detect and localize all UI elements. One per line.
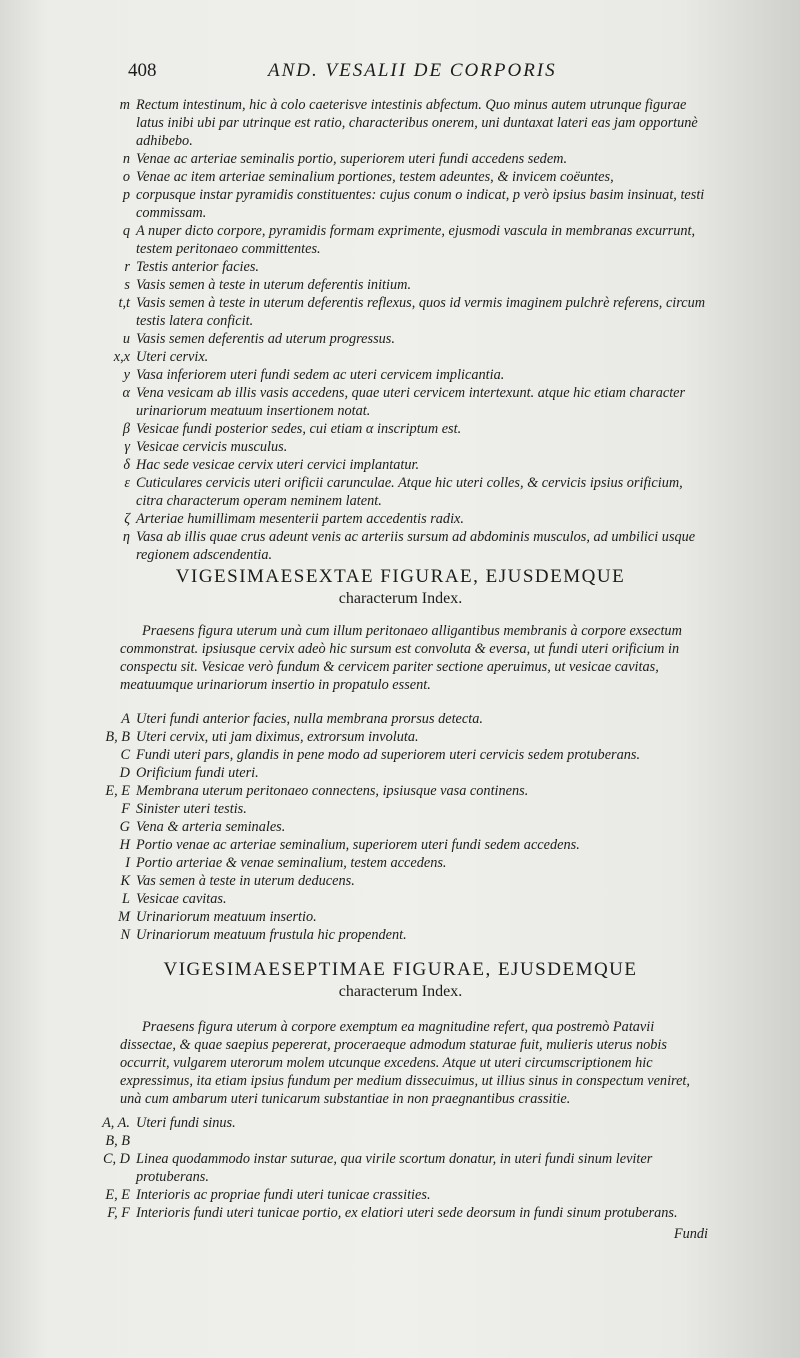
index-description: Sinister uteri testis. bbox=[136, 801, 247, 817]
index-key: G bbox=[119, 819, 130, 835]
figure-27-title: VIGESIMAESEPTIMAE FIGURAE, EJUSDEMQUE bbox=[163, 959, 638, 980]
index-key: α bbox=[122, 385, 130, 401]
index-entry bbox=[88, 348, 713, 366]
index-key: M bbox=[118, 909, 130, 925]
index-description: Orificium fundi uteri. bbox=[136, 765, 259, 781]
index-entry bbox=[88, 800, 713, 818]
index-description: Portio arteriae & venae seminalium, testem accedens. bbox=[136, 855, 447, 871]
index-entry bbox=[88, 890, 713, 908]
index-entry bbox=[88, 1186, 713, 1204]
index-key: F, F bbox=[107, 1205, 130, 1221]
figure-25-index-continued bbox=[88, 96, 713, 564]
index-description: Membrana uterum peritonaeo connectens, ipsiusque vasa continens. bbox=[136, 783, 529, 799]
index-description: Vasa ab illis quae crus adeunt venis ac arteriis sursum ad abdominis musculos, ad umbilici usque regionem adscendentia. bbox=[136, 529, 696, 563]
index-key: y bbox=[123, 367, 130, 383]
index-key: q bbox=[122, 223, 130, 239]
index-entry bbox=[88, 908, 713, 926]
index-description: Fundi uteri pars, glandis in pene modo ad superiorem uteri cervicis sedem protuberans. bbox=[136, 747, 641, 763]
page-number: 408 bbox=[128, 60, 157, 81]
index-description: Portio venae ac arteriae seminalium, superiorem uteri fundi sedem accedens. bbox=[136, 837, 580, 853]
index-entry bbox=[88, 330, 713, 348]
index-entry bbox=[88, 366, 713, 384]
page-header bbox=[0, 60, 800, 90]
index-entry bbox=[88, 528, 713, 564]
index-description: Vasis semen à teste in uterum deferentis initium. bbox=[136, 277, 412, 293]
figure-26-index bbox=[88, 710, 713, 944]
index-entry bbox=[88, 294, 713, 330]
index-entry bbox=[88, 186, 713, 222]
index-entry bbox=[88, 1204, 713, 1222]
figure-26-title: VIGESIMAESEXTAE FIGURAE, EJUSDEMQUE bbox=[175, 566, 626, 587]
index-description: Linea quodammodo instar suturae, qua virile scortum donatur, in uteri fundi sinum leviter protuberans. bbox=[136, 1151, 653, 1185]
index-description: Vasis semen deferentis ad uterum progressus. bbox=[136, 331, 395, 347]
index-description: Vena vesicam ab illis vasis accedens, quae uteri cervicem intertexunt. atque hic etiam character urinariorum meatuum insertionem notat. bbox=[136, 385, 686, 419]
index-entry bbox=[88, 384, 713, 420]
index-key: C bbox=[120, 747, 130, 763]
index-key: γ bbox=[124, 439, 130, 455]
index-description: Uteri fundi sinus. bbox=[136, 1115, 236, 1131]
index-key: K bbox=[120, 873, 130, 889]
index-key: E, E bbox=[105, 783, 130, 799]
index-key: r bbox=[124, 259, 130, 275]
index-entry bbox=[88, 222, 713, 258]
index-entry bbox=[88, 168, 713, 186]
index-entry bbox=[88, 276, 713, 294]
index-key: A bbox=[121, 711, 130, 727]
index-key: m bbox=[119, 97, 130, 113]
index-description: Venae ac item arteriae seminalium portiones, testem adeuntes, & invicem coëuntes, bbox=[136, 169, 614, 185]
index-entry bbox=[88, 728, 713, 746]
index-description: Cuticulares cervicis uteri orificii carunculae. Atque hic uteri colles, & cervicis ipsius orificium, citra characterum operam neminem latent. bbox=[136, 475, 683, 509]
figure-27-preface: Praesens figura uterum à corpore exemptum ea magnitudine refert, qua postremò Patavii dissectae, & quae saepius pepererat, proceraeque admodum staturae fuit, mulieris uterus nobis occurrit, vulgarem uterorum molem utcunque excedens. Atque ut uteri circumscriptionem hic expressimus, ita etiam ipsius fundum per medium dissecuimus, ut illius sinus in conspectum veniret, unà cum ambarum uteri tunicarum substantiae in non praegnantibus crassitie. bbox=[120, 1019, 690, 1107]
index-description: Uteri cervix. bbox=[136, 349, 209, 365]
index-description: Rectum intestinum, hic à colo caeterisve intestinis abfectum. Quo minus autem utrunque figurae latus inibi ubi par utrinque est ratio, characteribus onerem, uni duntaxat lateri eas jam opportunè adhibebo. bbox=[136, 97, 698, 149]
figure-27-index bbox=[88, 1114, 713, 1222]
index-description: Vesicae fundi posterior sedes, cui etiam α inscriptum est. bbox=[136, 421, 462, 437]
index-key: A, A. B, B bbox=[102, 1115, 130, 1149]
index-key: C, D bbox=[102, 1151, 130, 1167]
index-entry bbox=[88, 872, 713, 890]
index-entry bbox=[88, 420, 713, 438]
index-description: Testis anterior facies. bbox=[136, 259, 259, 275]
index-key: x,x bbox=[113, 349, 130, 365]
index-description: Interioris ac propriae fundi uteri tunicae crassities. bbox=[136, 1187, 431, 1203]
index-key: H bbox=[119, 837, 130, 853]
index-key: B, B bbox=[105, 729, 130, 745]
index-key: t,t bbox=[118, 295, 130, 311]
index-key: N bbox=[120, 927, 130, 943]
index-key: D bbox=[119, 765, 130, 781]
index-entry bbox=[88, 510, 713, 528]
index-entry bbox=[88, 710, 713, 728]
index-key: I bbox=[125, 855, 130, 871]
index-entry bbox=[88, 782, 713, 800]
figure-27-subtitle: characterum Index. bbox=[338, 983, 463, 1000]
index-key: p bbox=[122, 187, 130, 203]
running-head: AND. VESALII DE CORPORIS bbox=[268, 60, 557, 81]
figure-26-heading bbox=[88, 565, 713, 609]
index-entry bbox=[88, 746, 713, 764]
figure-26-subtitle: characterum Index. bbox=[338, 590, 463, 607]
catchword: Fundi bbox=[673, 1226, 708, 1242]
index-entry bbox=[88, 1114, 713, 1150]
index-key: s bbox=[124, 277, 130, 293]
index-key: u bbox=[122, 331, 130, 347]
index-description: Uteri cervix, uti jam diximus, extrorsum involuta. bbox=[136, 729, 419, 745]
index-description: corpusque instar pyramidis constituentes: cujus conum o indicat, p verò ipsius basim insinuat, testi commissam. bbox=[136, 187, 705, 221]
index-description: Vasa inferiorem uteri fundi sedem ac uteri cervicem implicantia. bbox=[136, 367, 505, 383]
index-description: Vesicae cavitas. bbox=[136, 891, 227, 907]
figure-27-heading bbox=[88, 958, 713, 1002]
index-entry bbox=[88, 854, 713, 872]
index-description: Vena & arteria seminales. bbox=[136, 819, 286, 835]
index-entry bbox=[88, 96, 713, 150]
index-entry bbox=[88, 764, 713, 782]
index-description: Arteriae humillimam mesenterii partem accedentis radix. bbox=[136, 511, 464, 527]
figure-26-preface: Praesens figura uterum unà cum illum peritonaeo alligantibus membranis à corpore exsectum commonstrat. ipsiusque cervix adeò hic sursum est convoluta & eversa, ut fundi uteri orificium in conspectu sit. Vesicae verò fundum & cervicem pariter sectione aperuimus, ut vesicae cavitas, meatuumque urinariorum insertio in propatulo essent. bbox=[120, 623, 682, 693]
index-entry bbox=[88, 474, 713, 510]
index-description: Uteri fundi anterior facies, nulla membrana prorsus detecta. bbox=[136, 711, 483, 727]
index-entry bbox=[88, 1150, 713, 1186]
index-entry bbox=[88, 258, 713, 276]
index-key: o bbox=[122, 169, 130, 185]
index-key: δ bbox=[123, 457, 130, 473]
index-description: Urinariorum meatuum insertio. bbox=[136, 909, 317, 925]
index-entry bbox=[88, 456, 713, 474]
index-description: Vesicae cervicis musculus. bbox=[136, 439, 288, 455]
index-key: F bbox=[121, 801, 130, 817]
index-key: β bbox=[122, 421, 130, 437]
index-description: Interioris fundi uteri tunicae portio, ex elatiori uteri sede deorsum in fundi sinum protuberans. bbox=[136, 1205, 678, 1221]
index-key: η bbox=[122, 529, 130, 545]
index-description: Venae ac arteriae seminalis portio, superiorem uteri fundi accedens sedem. bbox=[136, 151, 568, 167]
index-key: ζ bbox=[124, 511, 130, 527]
index-description: Urinariorum meatuum frustula hic propendent. bbox=[136, 927, 407, 943]
index-key: ε bbox=[124, 475, 130, 491]
index-entry bbox=[88, 438, 713, 456]
index-key: n bbox=[122, 151, 130, 167]
index-description: Vasis semen à teste in uterum deferentis reflexus, quos id vermis imaginem pulchrè referens, circum testis latera conficit. bbox=[136, 295, 706, 329]
index-key: E, E bbox=[105, 1187, 130, 1203]
index-entry bbox=[88, 926, 713, 944]
index-description: Hac sede vesicae cervix uteri cervici implantatur. bbox=[136, 457, 420, 473]
index-description: Vas semen à teste in uterum deducens. bbox=[136, 873, 355, 889]
index-entry bbox=[88, 836, 713, 854]
index-entry bbox=[88, 150, 713, 168]
index-key: L bbox=[122, 891, 130, 907]
index-entry bbox=[88, 818, 713, 836]
index-description: A nuper dicto corpore, pyramidis formam exprimente, ejusmodi vascula in membranas excurrunt, testem peritonaeo committentes. bbox=[136, 223, 696, 257]
